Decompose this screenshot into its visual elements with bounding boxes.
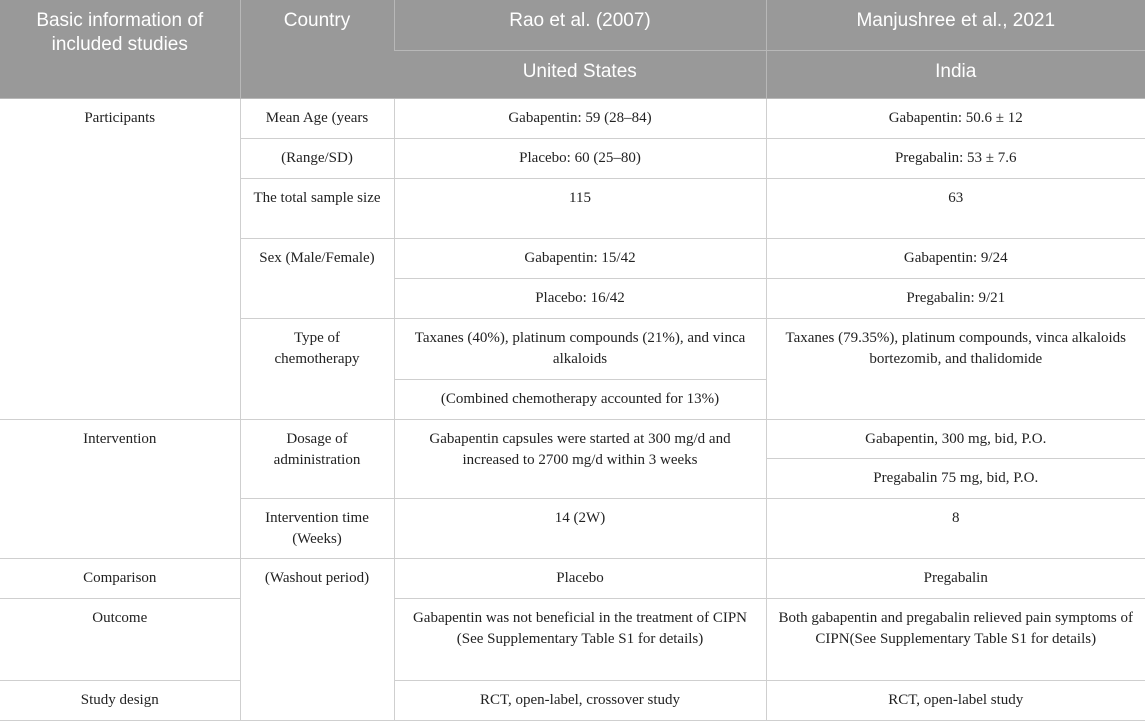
table-row	[0, 598, 1145, 680]
mean-age-label: Mean Age (years	[240, 98, 394, 138]
participants-label: Participants	[0, 98, 240, 419]
sample-size-manjushree: 63	[766, 178, 1145, 238]
sex-rao-gabapentin: Gabapentin: 15/42	[394, 238, 766, 278]
study-design-label: Study design	[0, 680, 240, 720]
intervention-time-label: Intervention time (Weeks)	[240, 498, 394, 558]
comparison-manjushree: Pregabalin	[766, 558, 1145, 598]
range-rao: Placebo: 60 (25–80)	[394, 138, 766, 178]
header-row	[0, 0, 1145, 50]
range-manjushree: Pregabalin: 53 ± 7.6	[766, 138, 1145, 178]
sex-rao-placebo: Placebo: 16/42	[394, 278, 766, 318]
sex-manjushree-pregabalin: Pregabalin: 9/21	[766, 278, 1145, 318]
dosage-label: Dosage of administration	[240, 419, 394, 498]
outcome-label: Outcome	[0, 598, 240, 680]
table-row	[0, 680, 1145, 720]
sex-label: Sex (Male/Female)	[240, 238, 394, 318]
intervention-time-rao: 14 (2W)	[394, 498, 766, 558]
washout-period-label: (Washout period)	[240, 558, 394, 720]
chemo-type-manjushree: Taxanes (79.35%), platinum compounds, vinca alkaloids bortezomib, and thalidomide	[766, 318, 1145, 419]
outcome-rao: Gabapentin was not beneficial in the treatment of CIPN (See Supplementary Table S1 for details)	[394, 598, 766, 680]
dosage-rao: Gabapentin capsules were started at 300 mg/d and increased to 2700 mg/d within 3 weeks	[394, 419, 766, 498]
header-basic-info: Basic information of included studies	[0, 0, 240, 98]
sample-size-label: The total sample size	[240, 178, 394, 238]
table-row	[0, 98, 1145, 138]
header-study-rao: Rao et al. (2007)	[394, 0, 766, 50]
comparison-label: Comparison	[0, 558, 240, 598]
dosage-manjushree-pregabalin: Pregabalin 75 mg, bid, P.O.	[766, 458, 1145, 498]
comparison-rao: Placebo	[394, 558, 766, 598]
sex-manjushree-gabapentin: Gabapentin: 9/24	[766, 238, 1145, 278]
intervention-time-manjushree: 8	[766, 498, 1145, 558]
mean-age-rao: Gabapentin: 59 (28–84)	[394, 98, 766, 138]
study-design-rao: RCT, open-label, crossover study	[394, 680, 766, 720]
study-design-manjushree: RCT, open-label study	[766, 680, 1145, 720]
chemo-type-label: Type of chemotherapy	[240, 318, 394, 419]
header-country-us: United States	[394, 50, 766, 98]
table-row	[0, 419, 1145, 458]
intervention-label: Intervention	[0, 419, 240, 558]
dosage-manjushree-gabapentin: Gabapentin, 300 mg, bid, P.O.	[766, 419, 1145, 458]
chemo-combined-rao: (Combined chemotherapy accounted for 13%)	[394, 379, 766, 419]
range-sd-label: (Range/SD)	[240, 138, 394, 178]
header-country: Country	[240, 0, 394, 98]
chemo-type-rao: Taxanes (40%), platinum compounds (21%), and vinca alkaloids	[394, 318, 766, 379]
table-row	[0, 558, 1145, 598]
outcome-manjushree: Both gabapentin and pregabalin relieved pain symptoms of CIPN(See Supplementary Table S1 for details)	[766, 598, 1145, 680]
sample-size-rao: 115	[394, 178, 766, 238]
header-study-manjushree: Manjushree et al., 2021	[766, 0, 1145, 50]
header-country-india: India	[766, 50, 1145, 98]
mean-age-manjushree: Gabapentin: 50.6 ± 12	[766, 98, 1145, 138]
